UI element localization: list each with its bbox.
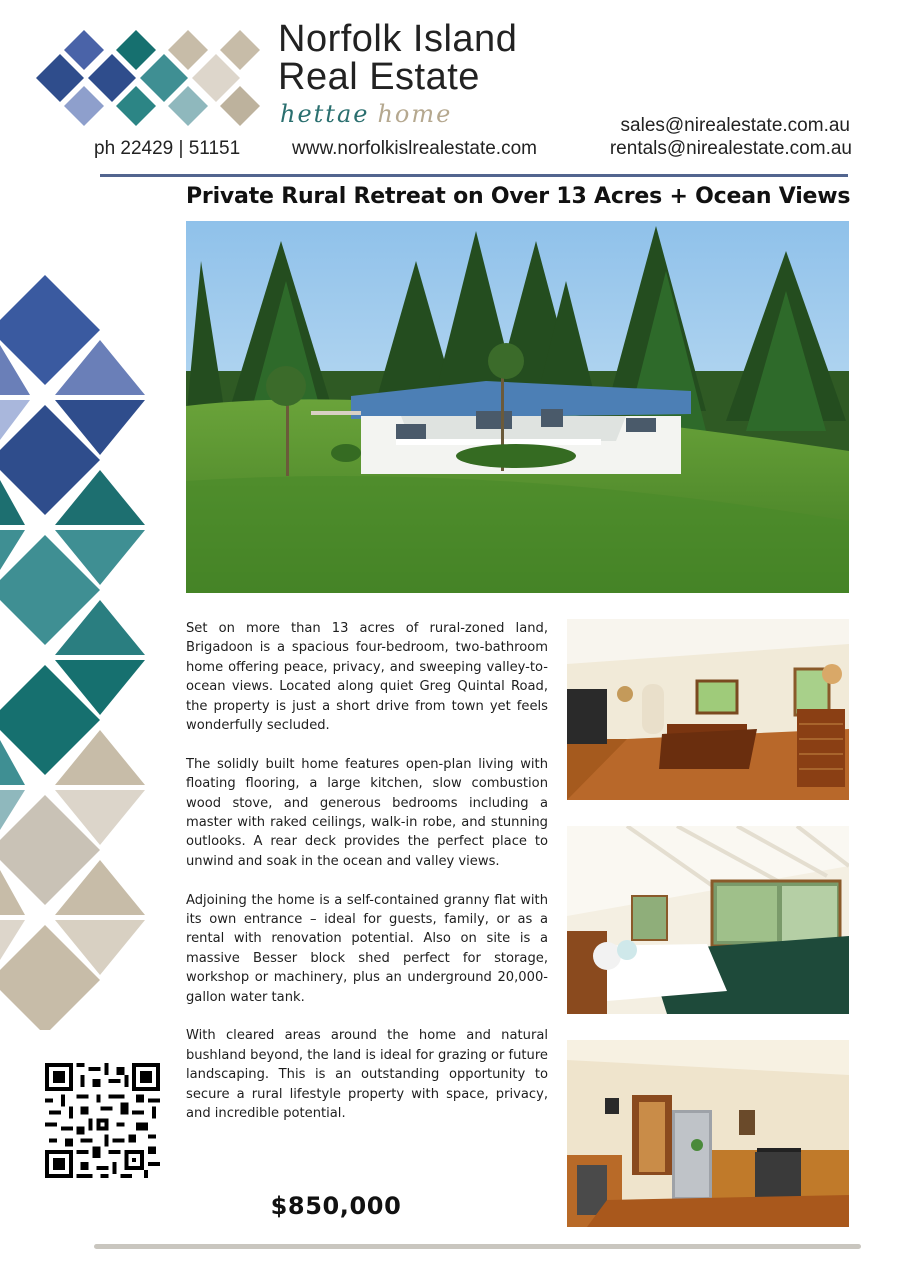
listing-price: $850,000 (270, 1192, 402, 1220)
header-divider (100, 174, 848, 177)
tagline-word-1: hettae (280, 100, 370, 128)
footer-divider (94, 1244, 861, 1249)
brand-name-line-2: Real Estate (278, 56, 480, 98)
description-paragraph-1: Set on more than 13 acres of rural-zoned land, Brigadoon is a spacious four-bedroom, two-bathroom home offering peace, privacy, and sweeping valley-to-ocean views. Located along quiet Greg Quintal Road, the property is just a short drive from town yet feels wonderfully secluded. (186, 621, 548, 734)
decorative-diamond-column (0, 270, 160, 1030)
rentals-email-link[interactable]: rentals@nirealestate.com.au (609, 138, 852, 159)
sales-email-link[interactable]: sales@nirealestate.com.au (620, 115, 850, 136)
listing-title: Private Rural Retreat on Over 13 Acres + Ocean Views (186, 184, 851, 209)
qr-code[interactable] (45, 1063, 160, 1178)
brand-wordmark (278, 20, 517, 128)
tagline-word-2: home (377, 100, 453, 128)
hero-property-photo (186, 221, 849, 593)
listing-description (186, 619, 548, 1143)
kitchen-photo (567, 1040, 849, 1227)
brand-tagline (280, 100, 517, 128)
description-paragraph-4: With cleared areas around the home and natural bushland beyond, the land is ideal for grazing or future landscaping. This is an outstanding opportunity to secure a rural lifestyle property with space, privacy, and incredible potential. (186, 1028, 548, 1122)
living-dining-photo (567, 619, 849, 800)
logo-diamond-mark (36, 30, 266, 126)
master-bedroom-photo (567, 826, 849, 1014)
brand-name-line-1: Norfolk Island (278, 18, 518, 60)
phone-numbers: ph 22429 | 51151 (94, 138, 241, 159)
description-paragraph-2: The solidly built home features open-plan living with floating flooring, a large kitchen, slow combustion wood stove, and generous bedrooms including a master with raked ceilings, walk-in robe, and stunning outlooks. A rear deck provides the perfect place to unwind and soak in the ocean and valley views. (186, 756, 548, 869)
description-paragraph-3: Adjoining the home is a self-contained granny flat with its own entrance – ideal for guests, family, or as a rental with renovation potential. Also on site is a massive Besser block shed perfect for storage, workshop or machinery, plus an underground 20,000-gallon water tank. (186, 892, 548, 1005)
website-link[interactable]: www.norfolkislrealestate.com (292, 138, 537, 159)
